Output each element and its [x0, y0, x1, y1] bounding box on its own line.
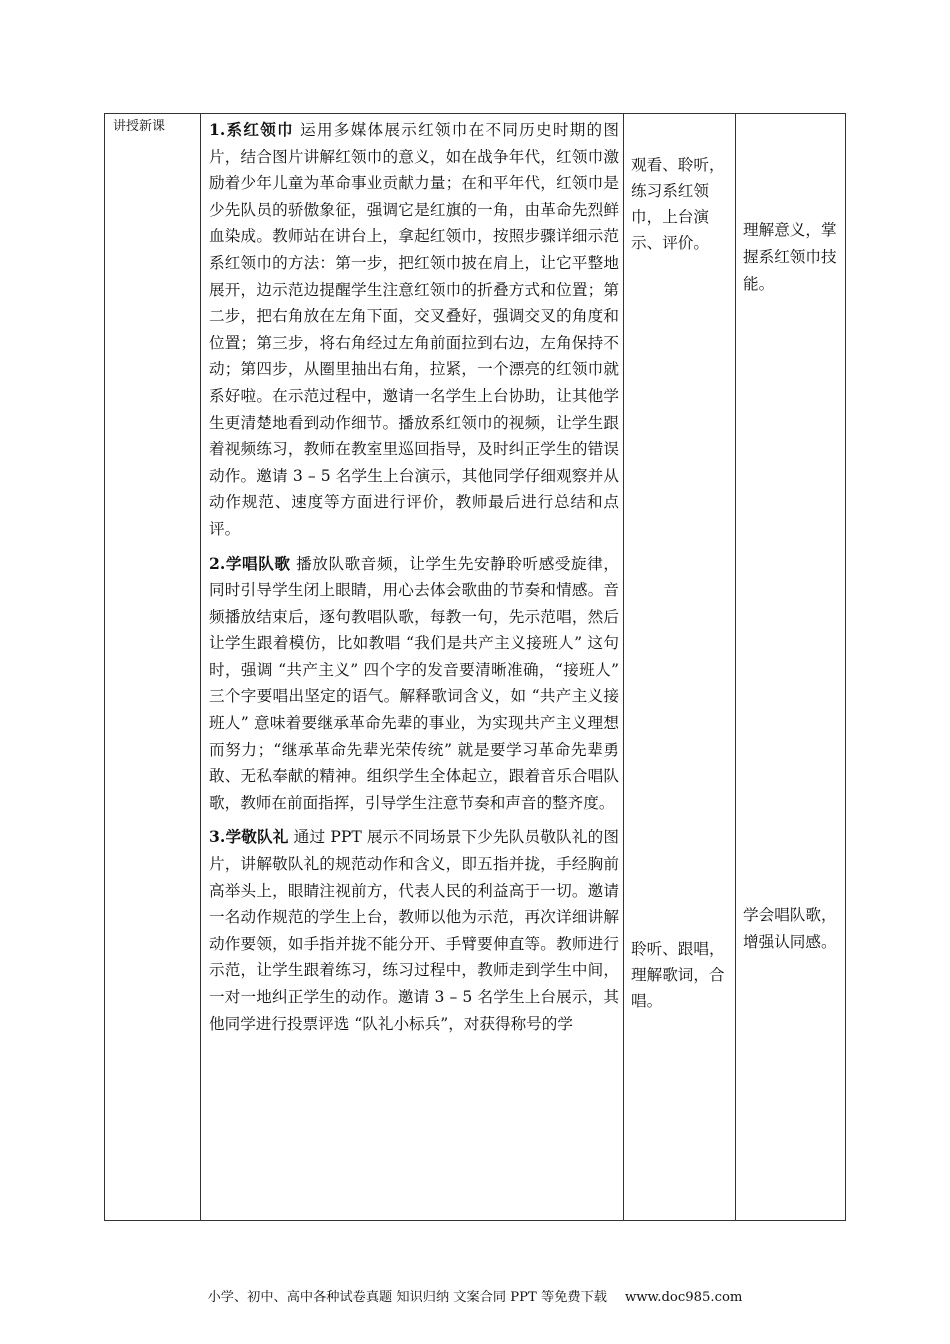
page-footer	[0, 1289, 950, 1307]
activity-body: 通过 PPT 展示不同场景下少先队员敬队礼的图片，讲解敬队礼的规范动作和含义，即五指并拢，手经胸前高举头上，眼睛注视前方，代表人民的利益高于一切。邀请一名动作规范的学生上台，教师以他为示范，再次详细讲解动作要领，如手指并拢不能分开、手臂要伸直等。教师进行示范，让学生跟着练习，练习过程中，教师走到学生中间，一对一地纠正学生的动作。邀请 3 – 5 名学生上台展示，其他同学进行投票评选 “队礼小标兵”，对获得称号的学	[209, 828, 620, 1033]
design-intent: 理解意义，掌握系红领巾技能。	[743, 221, 837, 293]
activity-body: 播放队歌音频，让学生先安静聆听感受旋律，同时引导学生闭上眼睛，用心去体会歌曲的节奏和情感。音频播放结束后，逐句教唱队歌，每教一句，先示范唱，然后让学生跟着模仿，比如教唱 “我们是共产主义接班人” 这句时，强调 “共产主义” 四个字的发音要清晰准确，“接班人” 三个字要唱出坚定的语气。解释歌词含义，如 “共产主义接班人” 意味着要继承革命先辈的事业，为实现共产主义理想而努力；“继承革命先辈光荣传统” 就是要学习革命先辈勇敢、无私奉献的精神。组织学生全体起立，跟着音乐合唱队歌，教师在前面指挥，引导学生注意节奏和声音的整齐度。	[209, 554, 619, 812]
footer-link[interactable]: www.doc985.com	[624, 1290, 743, 1305]
footer-text: 小学、初中、高中各种试卷真题 知识归纳 文案合同 PPT 等免费下载	[207, 1290, 607, 1305]
activity-heading: 2.学唱队歌	[209, 553, 291, 573]
activity-body: 运用多媒体展示红领巾在不同历史时期的图片，结合图片讲解红领巾的意义，如在战争年代，红领巾激励着少年儿童为革命事业贡献力量；在和平年代，红领巾是少先队员的骄傲象征，强调它是红旗的一角，由革命先烈鲜血染成。教师站在讲台上，拿起红领巾，按照步骤详细示范系红领巾的方法：第一步，把红领巾披在肩上，让它平整地展开，边示范边提醒学生注意红领巾的折叠方式和位置；第二步，把右角放在左角下面，交叉叠好，强调交叉的角度和位置；第三步，将右角经过左角前面拉到右边，左角保持不动；第四步，从圈里抽出右角，拉紧，一个漂亮的红领巾就系好啦。在示范过程中，邀请一名学生上台协助，让其他学生更清楚地看到动作细节。播放系红领巾的视频，让学生跟着视频练习，教师在教室里巡回指导，及时纠正学生的错误动作。邀请 3 – 5 名学生上台演示，其他同学仔细观察并从动作规范、速度等方面进行评价，教师最后进行总结和点评。	[209, 121, 620, 538]
student-activity: 观看、聆听，练习系红领巾，上台演示、评价。	[631, 156, 725, 252]
activity-paragraph	[209, 551, 619, 817]
column-divider	[200, 114, 201, 1220]
section-label: 讲授新课	[113, 119, 166, 134]
student-activity: 聆听、跟唱，理解歌词，合唱。	[631, 940, 725, 1010]
column-divider	[735, 114, 736, 1220]
teacher-activities-cell	[209, 117, 619, 1045]
column-divider	[623, 114, 624, 1220]
activity-paragraph	[209, 824, 619, 1037]
activity-heading: 3.学敬队礼	[209, 827, 289, 847]
lesson-plan-table	[104, 113, 846, 1221]
activity-paragraph	[209, 117, 619, 543]
design-intent: 学会唱队歌，增强认同感。	[743, 906, 837, 951]
activity-heading: 1.系红领巾	[209, 120, 294, 139]
